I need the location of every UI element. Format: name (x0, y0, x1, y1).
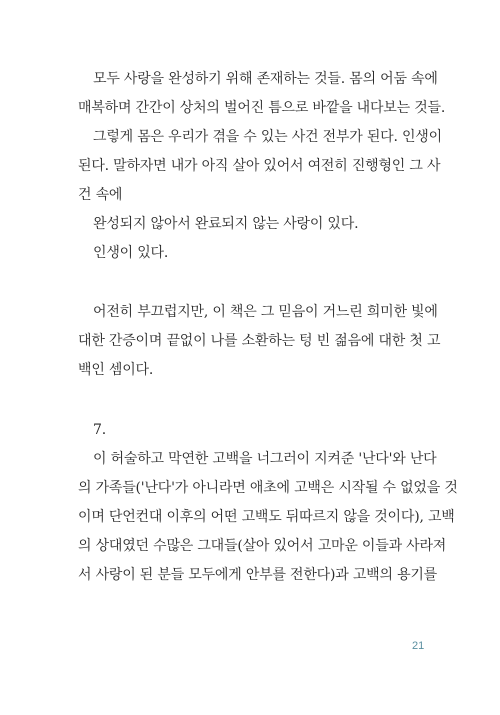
text-line: 이 허술하고 막연한 고백을 너그러이 지켜준 '난다'와 난다 (93, 451, 437, 467)
text-line: 대한 간증이며 끝없이 나를 소환하는 텅 빈 젊음에 대한 첫 고 (78, 333, 441, 349)
text-line: 된다. 말하자면 내가 아직 살아 있어서 여전히 진행형인 그 사 (78, 158, 441, 174)
text-line: 서 사랑이 된 분들 모두에게 안부를 전한다)과 고백의 용기를 (78, 567, 438, 583)
text-line: 인생이 있다. (93, 245, 169, 261)
text-line: 건 속에 (78, 187, 123, 203)
text-line: 의 가족들('난다'가 아니라면 애초에 고백은 시작될 수 없었을 것 (78, 480, 458, 496)
text-line: 어전히 부끄럽지만, 이 책은 그 믿음이 거느린 희미한 빛에 (93, 304, 438, 320)
text-line: 그렇게 몸은 우리가 겪을 수 있는 사건 전부가 된다. 인생이 (93, 129, 442, 145)
text-line: 매복하며 간간이 상처의 벌어진 틈으로 바깥을 내다보는 것들. (78, 100, 446, 116)
text-line: 이며 단언컨대 이후의 어떤 고백도 뒤따르지 않을 것이다), 고백 (78, 509, 455, 525)
section-number: 7. (93, 422, 106, 438)
text-line: 의 상대였던 수많은 그대들(살아 있어서 고마운 이들과 사라져 (78, 538, 447, 554)
text-line: 백인 셈이다. (78, 362, 154, 378)
page-number: 21 (412, 640, 425, 652)
text-line: 모두 사랑을 완성하기 위해 존재하는 것들. 몸의 어둠 속에 (93, 71, 438, 87)
text-line: 완성되지 않아서 완료되지 않는 사랑이 있다. (93, 216, 359, 232)
